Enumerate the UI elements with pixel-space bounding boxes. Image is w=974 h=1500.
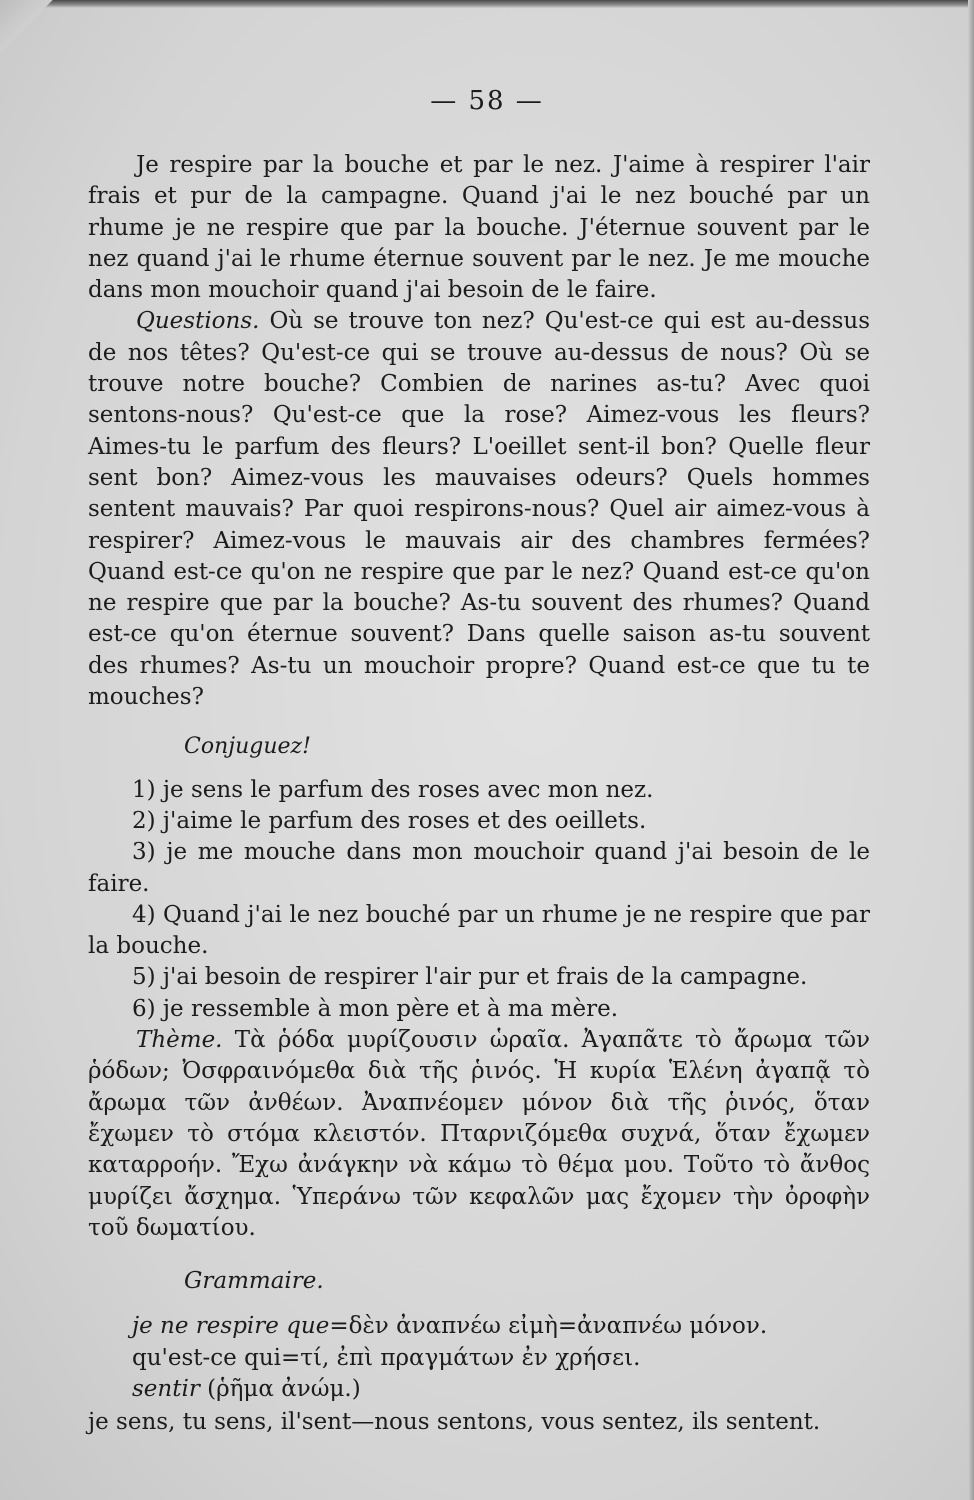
conjugate-item: 1) je sens le parfum des roses avec mon nez. (132, 776, 654, 803)
page-number: — 58 — (430, 86, 544, 116)
conjugate-item: 2) j'aime le parfum des roses et des oeillets. (132, 807, 647, 834)
grammar-line: qu'est-ce qui=τί, ἐπὶ πραγμάτων ἐν χρήσει. (132, 1344, 641, 1371)
page-top-edge (0, 0, 974, 8)
questions-paragraph (88, 306, 870, 713)
conjugate-heading: Conjuguez! (184, 734, 311, 760)
questions-text: Où se trouve ton nez? Qu'est-ce qui est au-dessus de nos têtes? Qu'est-ce qui se trouve au-dessus de nous? Où se trouve notre bouche? Combien de narines as-tu? Avec quoi sentons-nous? Qu'est-ce que la rose? Aimez-vous les fleurs? Aimes-tu le parfum des fleurs? L'oeillet sent-il bon? Quelle fleur sent bon? Aimez-vous les mauvaises odeurs? Quels hommes sentent mauvais? Par quoi respirons-nous? Quel air aimez-vous à respirer? Aimez-vous le mauvais air des chambres fermées? Quand est-ce qu'on ne respire que par le nez? Quand est-ce qu'on ne respire que par la bouche? As-tu souvent des rhumes? Quand est-ce qu'on éternue souvent? Dans quelle saison as-tu souvent des rhumes? As-tu un mouchoir propre? Quand est-ce que tu te mouches? (88, 308, 870, 711)
conjugate-item: 4) Quand j'ai le nez bouché par un rhume je ne respire que par la bouche. (88, 901, 870, 960)
theme-text: Τὰ ῥόδα μυρίζουσιν ὡραῖα. Ἀγαπᾶτε τὸ ἄρωμα τῶν ῥόδων; Ὀσφραινόμεθα διὰ τῆς ῥινός. Ἡ κυρία Ἑλένη ἀγαπᾷ τὸ ἄρωμα τῶν ἀνθέων. Ἀναπνέομεν μόνον διὰ τῆς ῥινός, ὅταν ἔχωμεν τὸ στόμα κλειστόν. Πταρνιζόμεθα συχνά, ὅταν ἔχωμεν καταρροήν. Ἔχω ἀνάγκην νὰ κάμω τὸ θέμα μου. Τοῦτο τὸ ἄνθος μυρίζει ἄσχημα. Ὑπεράνω τῶν κεφαλῶν μας ἔχομεν τὴν ὀροφὴν τοῦ δωματίου. (88, 1027, 870, 1241)
theme-paragraph (88, 1025, 870, 1244)
grammar-term: je ne respire que (132, 1313, 330, 1340)
conjugate-item: 6) je ressemble à mon père et à ma mère. (132, 995, 619, 1022)
page-content (88, 150, 870, 1439)
grammar-definition: =δὲν ἀναπνέω εἰμὴ=ἀναπνέω μόνον. (329, 1313, 768, 1340)
grammar-line (88, 1374, 870, 1405)
page-corner-fold (0, 0, 60, 70)
reading-paragraph: Je respire par la bouche et par le nez. J'aime à respirer l'air frais et pur de la campagne. Quand j'ai le nez bouché par un rhume je ne respire que par la bouche. J'éternue souvent par le nez quand j'ai le rhume éternue souvent par le nez. Je me mouche dans mon mouchoir quand j'ai besoin de le faire. (88, 152, 870, 304)
grammar-definition: (ῥῆμα ἀνώμ.) (207, 1375, 361, 1402)
grammar-line (88, 1311, 870, 1342)
theme-label: Thème. (136, 1027, 223, 1054)
conjugate-item: 3) je me mouche dans mon mouchoir quand j'ai besoin de le faire. (88, 839, 870, 897)
grammar-heading: Grammaire. (184, 1268, 324, 1295)
theme-section (88, 1025, 870, 1244)
conjugate-item: 5) j'ai besoin de respirer l'air pur et frais de la campagne. (132, 964, 808, 991)
conjugate-list (88, 775, 870, 1025)
questions-label: Questions. (136, 308, 260, 335)
page-right-edge (968, 0, 974, 1500)
grammar-conjugation: je sens, tu sens, il'sent—nous sentons, vous sentez, ils sentent. (88, 1409, 821, 1436)
grammar-section (88, 1311, 870, 1438)
grammar-term: sentir (132, 1375, 200, 1402)
